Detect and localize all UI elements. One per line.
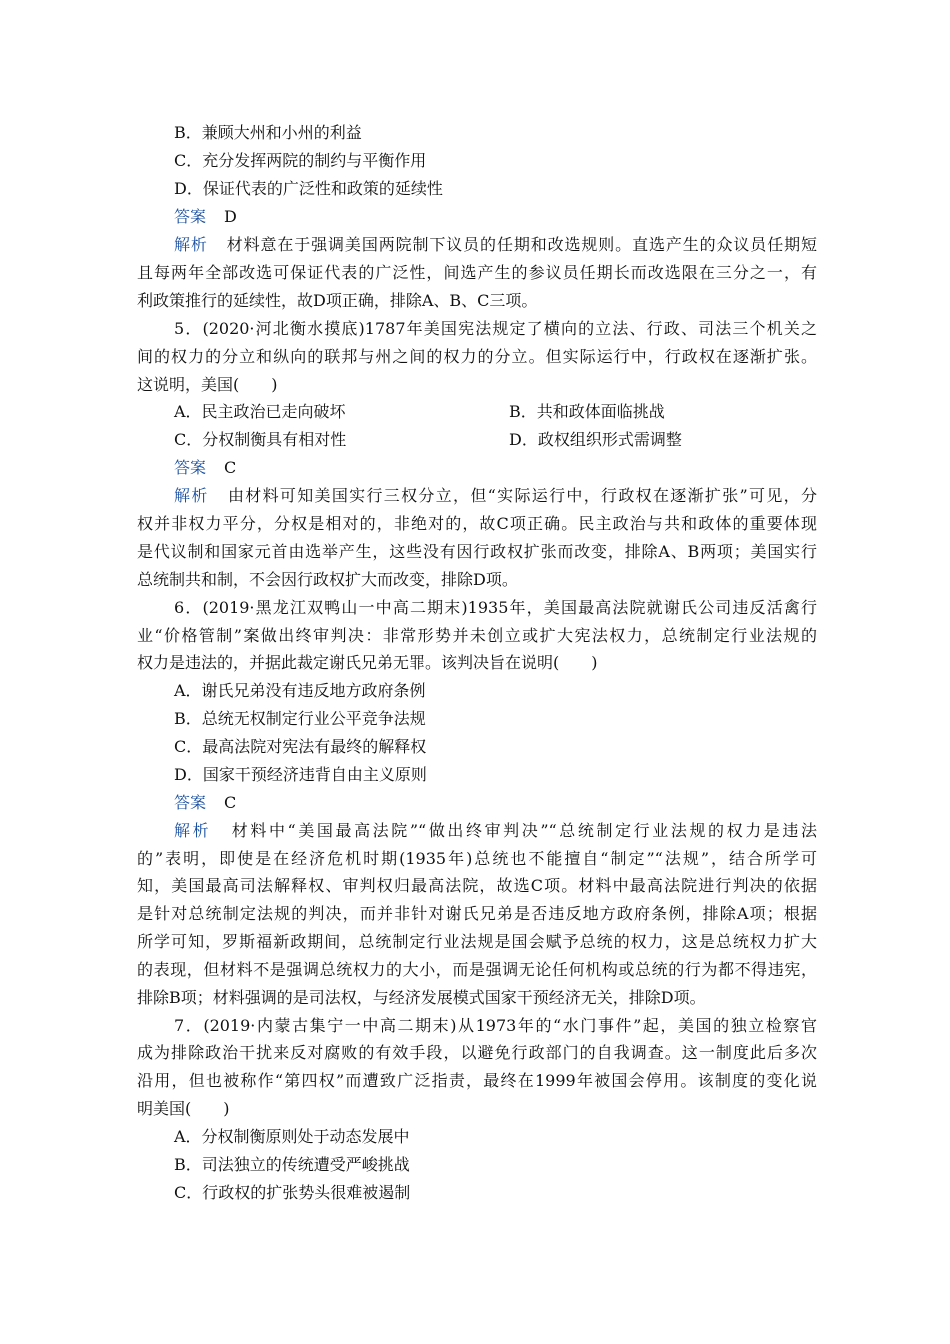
q5-option-a: A．民主政治已走向破坏 xyxy=(174,402,346,421)
analysis-text: 由材料可知美国实行三权分立，但“实际运行中，行政权在逐渐扩张”可见，分 xyxy=(226,486,817,505)
q6-analysis-line: 的”表明，即使是在经济危机时期(1935年)总统也不能擅自“制定”“法规”，结合所学可 xyxy=(137,849,817,868)
q5-analysis-line xyxy=(174,486,817,506)
q4-analysis-line: 利政策推行的延续性，故D项正确，排除A、B、C三项。 xyxy=(137,291,538,310)
q6-stem-line: 6．(2019·黑龙江双鸭山一中高二期末)1935年，美国最高法院就谢氏公司违反活禽行 xyxy=(174,598,817,617)
q4-option-c: C．充分发挥两院的制约与平衡作用 xyxy=(174,151,427,170)
q4-analysis-line: 且每两年全部改选可保证代表的广泛性，间选产生的参议员任期长而改选限在三分之一，有 xyxy=(137,263,817,282)
q7-option-a: A．分权制衡原则处于动态发展中 xyxy=(174,1127,410,1146)
q7-option-b: B．司法独立的传统遭受严峻挑战 xyxy=(174,1155,410,1174)
q6-option-d: D．国家干预经济违背自由主义原则 xyxy=(174,765,427,784)
answer-label: 答案 xyxy=(174,458,207,477)
q6-analysis-line: 所学可知，罗斯福新政期间，总统制定行业法规是国会赋予总统的权力，这是总统权力扩大 xyxy=(137,932,817,951)
answer-label: 答案 xyxy=(174,207,207,226)
analysis-text: 材料中“美国最高法院”“做出终审判决”“总统制定行业法规的权力是违法 xyxy=(229,821,817,840)
q7-stem-line: 成为排除政治干扰来反对腐败的有效手段，以避免行政部门的自我调查。这一制度此后多次 xyxy=(137,1043,817,1062)
q4-option-b: B．兼顾大州和小州的利益 xyxy=(174,123,362,142)
q5-analysis-line: 权并非权力平分，分权是相对的，非绝对的，故C项正确。民主政治与共和政体的重要体现 xyxy=(137,514,817,533)
q6-analysis-line: 排除B项；材料强调的是司法权，与经济发展模式国家干预经济无关，排除D项。 xyxy=(137,988,706,1007)
analysis-label: 解析 xyxy=(174,486,209,505)
q4-option-d: D．保证代表的广泛性和政策的延续性 xyxy=(174,179,443,198)
q7-stem-line: 沿用，但也被称作“第四权”而遭致广泛指责，最终在1999年被国会停用。该制度的变化说 xyxy=(137,1071,817,1090)
answer-value: C xyxy=(224,458,237,477)
q6-analysis-line xyxy=(174,821,817,841)
q5-stem-line: 这说明，美国( ) xyxy=(137,375,278,394)
q6-analysis-line: 是针对总统制定法规的判决，而并非针对谢氏兄弟是否违反地方政府条例，排除A项；根据 xyxy=(137,904,817,923)
answer-value: C xyxy=(224,793,237,812)
q5-option-b: B．共和政体面临挑战 xyxy=(509,402,665,421)
q7-option-c: C．行政权的扩张势头很难被遏制 xyxy=(174,1183,411,1202)
q6-analysis-line: 的表现，但材料不是强调总统权力的大小，而是强调无论任何机构或总统的行为都不得违宪， xyxy=(137,960,817,979)
q5-analysis-line: 是代议制和国家元首由选举产生，这些没有因行政权扩张而改变，排除A、B两项；美国实行 xyxy=(137,542,817,561)
q6-stem-line: 权力是违法的，并据此裁定谢氏兄弟无罪。该判决旨在说明( ) xyxy=(137,653,598,672)
q6-option-c: C．最高法院对宪法有最终的解释权 xyxy=(174,737,427,756)
q5-option-d: D．政权组织形式需调整 xyxy=(509,430,682,449)
q5-analysis-line: 总统制共和制，不会因行政权扩大而改变，排除D项。 xyxy=(137,570,518,589)
q6-analysis-line: 知，美国最高司法解释权、审判权归最高法院，故选C项。材料中最高法院进行判决的依据 xyxy=(137,876,817,895)
q5-answer xyxy=(174,458,854,478)
answer-value: D xyxy=(224,207,237,226)
q5-stem-line: 5．(2020·河北衡水摸底)1787年美国宪法规定了横向的立法、行政、司法三个机关之 xyxy=(174,319,817,338)
q6-stem-line: 业“价格管制”案做出终审判决：非常形势并未创立或扩大宪法权力，总统制定行业法规的 xyxy=(137,626,817,645)
q6-answer xyxy=(174,793,854,813)
analysis-label: 解析 xyxy=(174,235,208,254)
q4-answer xyxy=(174,207,854,227)
q7-stem-line: 明美国( ) xyxy=(137,1099,230,1118)
q6-option-a: A．谢氏兄弟没有违反地方政府条例 xyxy=(174,681,426,700)
answer-label: 答案 xyxy=(174,793,207,812)
q5-option-c: C．分权制衡具有相对性 xyxy=(174,430,347,449)
analysis-label: 解析 xyxy=(174,821,212,840)
q4-analysis-line xyxy=(174,235,817,255)
analysis-text: 材料意在于强调美国两院制下议员的任期和改选规则。直选产生的众议员任期短 xyxy=(225,235,817,254)
q5-stem-line: 间的权力的分立和纵向的联邦与州之间的权力的分立。但实际运行中，行政权在逐渐扩张。 xyxy=(137,347,817,366)
q7-stem-line: 7．(2019·内蒙古集宁一中高二期末)从1973年的“水门事件”起，美国的独立检察官 xyxy=(174,1016,817,1035)
q6-option-b: B．总统无权制定行业公平竞争法规 xyxy=(174,709,426,728)
